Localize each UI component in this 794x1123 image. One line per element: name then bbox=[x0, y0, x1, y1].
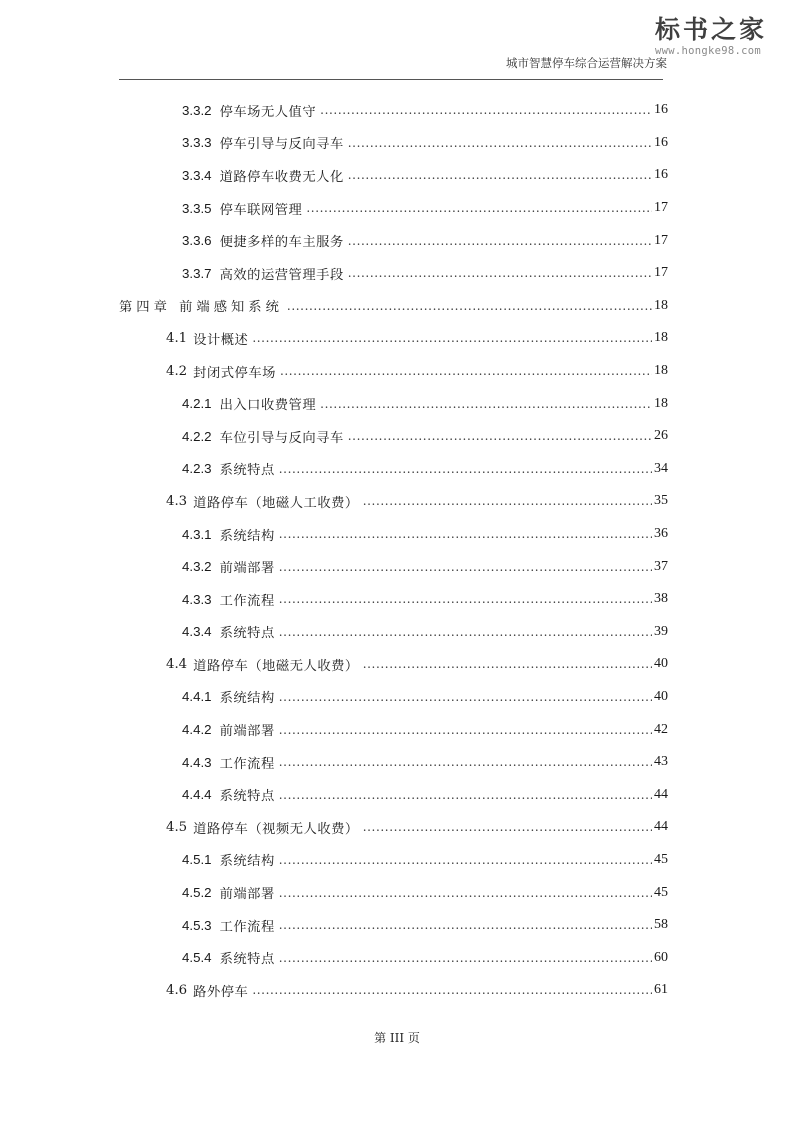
toc-entry-number: 3.3.3 bbox=[182, 135, 212, 151]
toc-dot-leader bbox=[252, 331, 652, 345]
toc-entry-title: 设计概述 bbox=[193, 332, 249, 348]
toc-entry-number: 4.2.1 bbox=[182, 396, 212, 412]
toc-entry-title: 道路停车（地磁人工收费） bbox=[193, 495, 359, 511]
toc-entry-number: 4.3.4 bbox=[182, 624, 212, 640]
toc-entry-title: 前端部署 bbox=[219, 561, 275, 577]
toc-entry-title: 系统特点 bbox=[219, 626, 275, 642]
toc-entry-title: 道路停车收费无人化 bbox=[219, 169, 344, 185]
toc-dot-leader bbox=[252, 983, 652, 997]
toc-entry-number: 4.1 bbox=[166, 330, 188, 346]
toc-entry-number: 3.3.7 bbox=[182, 265, 212, 281]
toc-dot-leader bbox=[348, 168, 652, 182]
toc-dot-leader bbox=[279, 886, 652, 900]
toc-entry-title: 高效的运营管理手段 bbox=[219, 267, 344, 283]
toc-entry-page: 17 bbox=[654, 232, 668, 248]
toc-entry-number: 4.4.1 bbox=[182, 689, 212, 705]
toc-entry[interactable] bbox=[119, 518, 668, 551]
toc-dot-leader bbox=[279, 755, 652, 769]
toc-dot-leader bbox=[363, 657, 652, 671]
toc-entry-page: 16 bbox=[654, 167, 668, 183]
toc-entry[interactable] bbox=[119, 681, 668, 714]
toc-entry[interactable] bbox=[119, 322, 668, 355]
toc-dot-leader bbox=[279, 918, 652, 932]
toc-entry[interactable] bbox=[119, 420, 668, 453]
toc-entry-page: 38 bbox=[654, 591, 668, 607]
toc-entry-page: 61 bbox=[654, 982, 668, 998]
toc-dot-leader bbox=[320, 103, 652, 117]
toc-entry-page: 17 bbox=[654, 200, 668, 216]
toc-entry-page: 40 bbox=[654, 688, 668, 704]
toc-entry[interactable] bbox=[119, 127, 668, 160]
toc-entry-page: 36 bbox=[654, 526, 668, 542]
toc-entry-page: 58 bbox=[654, 917, 668, 933]
toc-dot-leader bbox=[279, 723, 652, 737]
toc-dot-leader bbox=[348, 234, 652, 248]
toc-entry-title: 封闭式停车场 bbox=[193, 365, 276, 381]
toc-dot-leader bbox=[279, 625, 652, 639]
toc-entry-page: 40 bbox=[654, 656, 668, 672]
toc-entry[interactable] bbox=[119, 290, 668, 323]
toc-entry-title: 系统特点 bbox=[219, 952, 275, 968]
toc-entry-page: 16 bbox=[654, 102, 668, 118]
toc-dot-leader bbox=[363, 494, 652, 508]
toc-entry[interactable] bbox=[119, 746, 668, 779]
toc-entry-title: 系统结构 bbox=[219, 854, 275, 870]
toc-entry-title: 系统特点 bbox=[219, 463, 275, 479]
toc-entry-number: 4.5.3 bbox=[182, 917, 212, 933]
toc-entry-number: 4.6 bbox=[166, 982, 188, 998]
toc-entry-title: 工作流程 bbox=[219, 756, 275, 772]
toc-entry-number: 4.4.2 bbox=[182, 722, 212, 738]
toc-entry-number: 4.4.3 bbox=[182, 754, 212, 770]
toc-entry-title: 系统结构 bbox=[219, 528, 275, 544]
toc-entry[interactable] bbox=[119, 159, 668, 192]
toc-entry-number: 3.3.4 bbox=[182, 167, 212, 183]
toc-entry-number: 3.3.2 bbox=[182, 102, 212, 118]
toc-entry-page: 34 bbox=[654, 460, 668, 476]
toc-entry-title: 系统特点 bbox=[219, 789, 275, 805]
toc-entry-title: 工作流程 bbox=[219, 919, 275, 935]
toc-entry-title: 前端部署 bbox=[219, 887, 275, 903]
toc-entry-title: 道路停车（地磁无人收费） bbox=[193, 658, 359, 674]
toc-dot-leader bbox=[279, 788, 652, 802]
toc-entry-page: 42 bbox=[654, 721, 668, 737]
toc-dot-leader bbox=[279, 560, 652, 574]
toc-entry-number: 4.2.3 bbox=[182, 461, 212, 477]
toc-entry-title: 路外停车 bbox=[193, 984, 249, 1000]
toc-dot-leader bbox=[348, 266, 652, 280]
toc-entry-page: 35 bbox=[654, 493, 668, 509]
toc-entry[interactable] bbox=[119, 974, 668, 1007]
toc-entry[interactable] bbox=[119, 355, 668, 388]
toc-entry[interactable] bbox=[119, 485, 668, 518]
toc-entry[interactable] bbox=[119, 257, 668, 290]
toc-entry-title: 前端部署 bbox=[219, 724, 275, 740]
toc-entry[interactable] bbox=[119, 583, 668, 616]
toc-dot-leader bbox=[279, 690, 652, 704]
toc-entry-number: 4.4 bbox=[166, 656, 188, 672]
toc-entry-page: 45 bbox=[654, 851, 668, 867]
toc-dot-leader bbox=[348, 136, 652, 150]
toc-entry-number: 3.3.5 bbox=[182, 200, 212, 216]
toc-entry-number: 4.5 bbox=[166, 819, 188, 835]
toc-entry-page: 17 bbox=[654, 265, 668, 281]
toc-entry-number: 4.3.1 bbox=[182, 526, 212, 542]
toc-entry[interactable] bbox=[119, 811, 668, 844]
toc-entry[interactable] bbox=[119, 844, 668, 877]
toc-entry[interactable] bbox=[119, 909, 668, 942]
toc-dot-leader bbox=[279, 951, 652, 965]
toc-entry-title: 便捷多样的车主服务 bbox=[219, 235, 344, 251]
header-divider bbox=[119, 79, 663, 80]
toc-entry[interactable] bbox=[119, 941, 668, 974]
toc-entry-title: 停车联网管理 bbox=[219, 202, 303, 218]
page-number-footer: 第 III 页 bbox=[374, 1031, 420, 1045]
document-header-title: 城市智慧停车综合运营解决方案 bbox=[506, 56, 667, 70]
toc-entry-number: 4.5.1 bbox=[182, 852, 212, 868]
toc-dot-leader bbox=[348, 429, 652, 443]
toc-entry-number: 4.4.4 bbox=[182, 787, 212, 803]
site-logo bbox=[655, 14, 775, 74]
toc-entry-page: 44 bbox=[654, 786, 668, 802]
toc-entry-title: 工作流程 bbox=[219, 593, 275, 609]
toc-entry-page: 18 bbox=[654, 330, 668, 346]
toc-dot-leader bbox=[279, 527, 652, 541]
toc-dot-leader bbox=[363, 820, 652, 834]
toc-dot-leader bbox=[279, 462, 652, 476]
toc-entry-page: 16 bbox=[654, 134, 668, 150]
toc-entry-number: 4.3 bbox=[166, 493, 188, 509]
toc-entry[interactable] bbox=[119, 876, 668, 909]
toc-entry-page: 60 bbox=[654, 949, 668, 965]
table-of-contents bbox=[119, 94, 668, 1007]
toc-entry-title: 车位引导与反向寻车 bbox=[219, 430, 344, 446]
logo-mark: 标书之家 bbox=[655, 15, 768, 44]
toc-dot-leader bbox=[279, 592, 652, 606]
toc-dot-leader bbox=[320, 397, 652, 411]
toc-entry-page: 26 bbox=[654, 428, 668, 444]
toc-dot-leader bbox=[287, 299, 652, 313]
toc-entry-title: 第四章 前端感知系统 bbox=[119, 300, 283, 316]
toc-entry-page: 45 bbox=[654, 884, 668, 900]
toc-entry-number: 4.5.2 bbox=[182, 885, 212, 901]
toc-entry-page: 43 bbox=[654, 754, 668, 770]
toc-entry[interactable] bbox=[119, 713, 668, 746]
toc-entry[interactable] bbox=[119, 453, 668, 486]
toc-entry-title: 停车引导与反向寻车 bbox=[219, 137, 344, 153]
toc-entry[interactable] bbox=[119, 778, 668, 811]
toc-entry[interactable] bbox=[119, 94, 668, 127]
toc-entry[interactable] bbox=[119, 616, 668, 649]
toc-entry-number: 4.3.2 bbox=[182, 559, 212, 575]
toc-entry-page: 44 bbox=[654, 819, 668, 835]
toc-dot-leader bbox=[279, 853, 652, 867]
toc-entry[interactable] bbox=[119, 648, 668, 681]
toc-entry-number: 4.5.4 bbox=[182, 950, 212, 966]
toc-entry-page: 18 bbox=[654, 297, 668, 313]
toc-entry-title: 道路停车（视频无人收费） bbox=[193, 821, 359, 837]
toc-entry-title: 系统结构 bbox=[219, 691, 275, 707]
toc-dot-leader bbox=[280, 364, 652, 378]
toc-entry-title: 停车场无人值守 bbox=[219, 104, 317, 120]
toc-entry-number: 4.2 bbox=[166, 363, 188, 379]
toc-entry-page: 39 bbox=[654, 623, 668, 639]
toc-entry[interactable] bbox=[119, 224, 668, 257]
toc-entry[interactable] bbox=[119, 387, 668, 420]
logo-url: www.hongke98.com bbox=[655, 45, 761, 57]
toc-entry[interactable] bbox=[119, 192, 668, 225]
toc-entry-page: 18 bbox=[654, 395, 668, 411]
toc-entry-number: 3.3.6 bbox=[182, 233, 212, 249]
toc-entry-page: 37 bbox=[654, 558, 668, 574]
toc-entry-number: 4.2.2 bbox=[182, 428, 212, 444]
toc-entry-page: 18 bbox=[654, 363, 668, 379]
toc-entry[interactable] bbox=[119, 550, 668, 583]
toc-dot-leader bbox=[306, 201, 652, 215]
toc-entry-title: 出入口收费管理 bbox=[219, 398, 317, 414]
toc-entry-number: 4.3.3 bbox=[182, 591, 212, 607]
